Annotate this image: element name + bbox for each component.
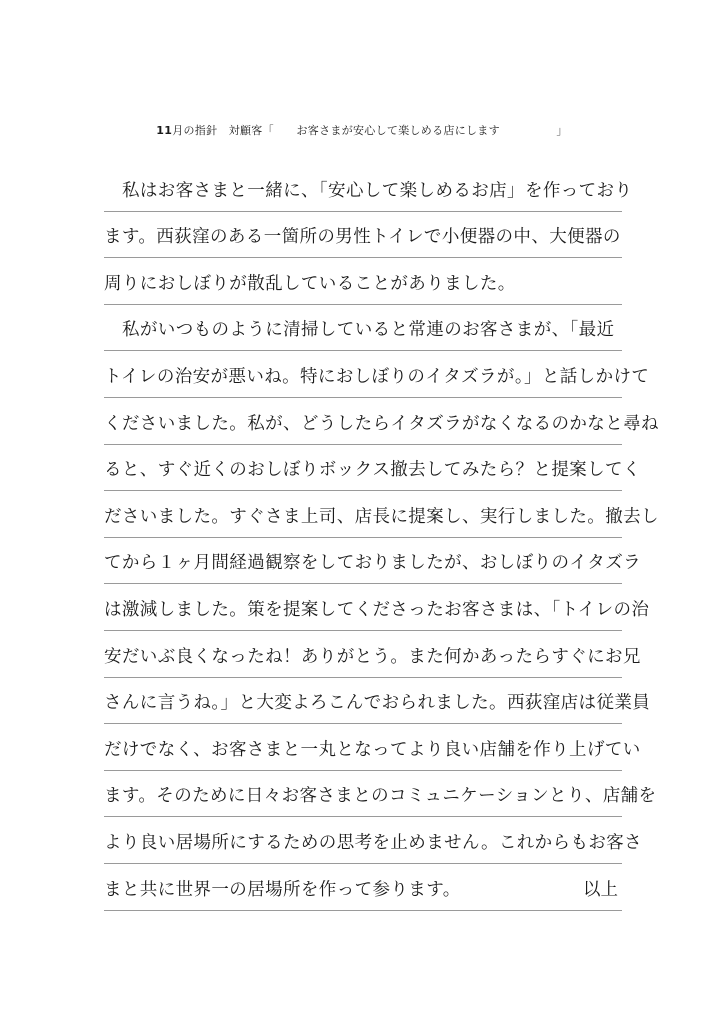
body-line: ます。そのために日々お客さまとのコミュニケーションとり、店舗を xyxy=(104,786,657,807)
ruled-line xyxy=(104,771,657,818)
ruled-line xyxy=(104,678,651,725)
ruled-line xyxy=(104,724,641,771)
body-line: は激減しました。策を提案してくださったお客さまは、「トイレの治 xyxy=(104,599,650,620)
body-line: ます。西荻窪のある一箇所の男性トイレで小便器の中、大便器の xyxy=(104,227,621,248)
title-month-number: 11 xyxy=(156,124,173,137)
title-text: 月の指針 対顧客「 お客さまが安心して楽しめる店にします 」 xyxy=(172,124,568,137)
ruled-line xyxy=(104,212,622,259)
ruled-line xyxy=(104,491,659,538)
body-line: 安だいぶ良くなったね！ありがとう。また何かあったらすぐにお兄 xyxy=(104,646,641,667)
closing-mark: 以上 xyxy=(583,879,618,900)
body-line: くださいました。私が、どうしたらイタズラがなくなるのかなと尋ね xyxy=(104,413,659,434)
ruled-line xyxy=(104,538,641,585)
page-title xyxy=(0,123,724,139)
ruled-line xyxy=(104,584,650,631)
ruled-line xyxy=(104,445,641,492)
body-line: トイレの治安が悪いね。特におしぼりのイタズラが。」と話しかけて xyxy=(104,366,650,387)
ruled-line xyxy=(104,864,622,911)
ruled-line xyxy=(104,258,622,305)
ruled-line xyxy=(104,165,633,212)
body-line: 周りにおしぼりが散乱していることがありました。 xyxy=(104,273,516,294)
body-line: 私がいつものように清掃していると常連のお客さまが、「最近 xyxy=(122,320,615,341)
body-line: だけでなく、お客さまと一丸となってより良い店舗を作り上げてい xyxy=(104,739,641,760)
body-line: より良い居場所にするための思考を止めません。これからもお客さ xyxy=(104,832,643,853)
ruled-line xyxy=(104,398,659,445)
body-line: てから１ヶ月間経過観察をしておりましたが、おしぼりのイタズラ xyxy=(104,553,641,574)
body-line: ださいました。すぐさま上司、店長に提案し、実行しました。撤去し xyxy=(104,506,659,527)
body-line: まと共に世界一の居場所を作って参ります。 xyxy=(104,879,461,900)
ruled-line xyxy=(104,305,622,352)
ruled-line xyxy=(104,631,641,678)
body-line: ると、すぐ近くのおしぼりボックス撤去してみたら？と提案してく xyxy=(104,460,641,481)
body-line: さんに言うね。」と大変よろこんでおられました。西荻窪店は従業員 xyxy=(104,693,651,714)
body-line: 私はお客さまと一緒に、「安心して楽しめるお店」を作っており xyxy=(122,180,633,201)
ruled-text-body xyxy=(104,165,659,911)
ruled-line xyxy=(104,817,643,864)
ruled-line xyxy=(104,351,650,398)
